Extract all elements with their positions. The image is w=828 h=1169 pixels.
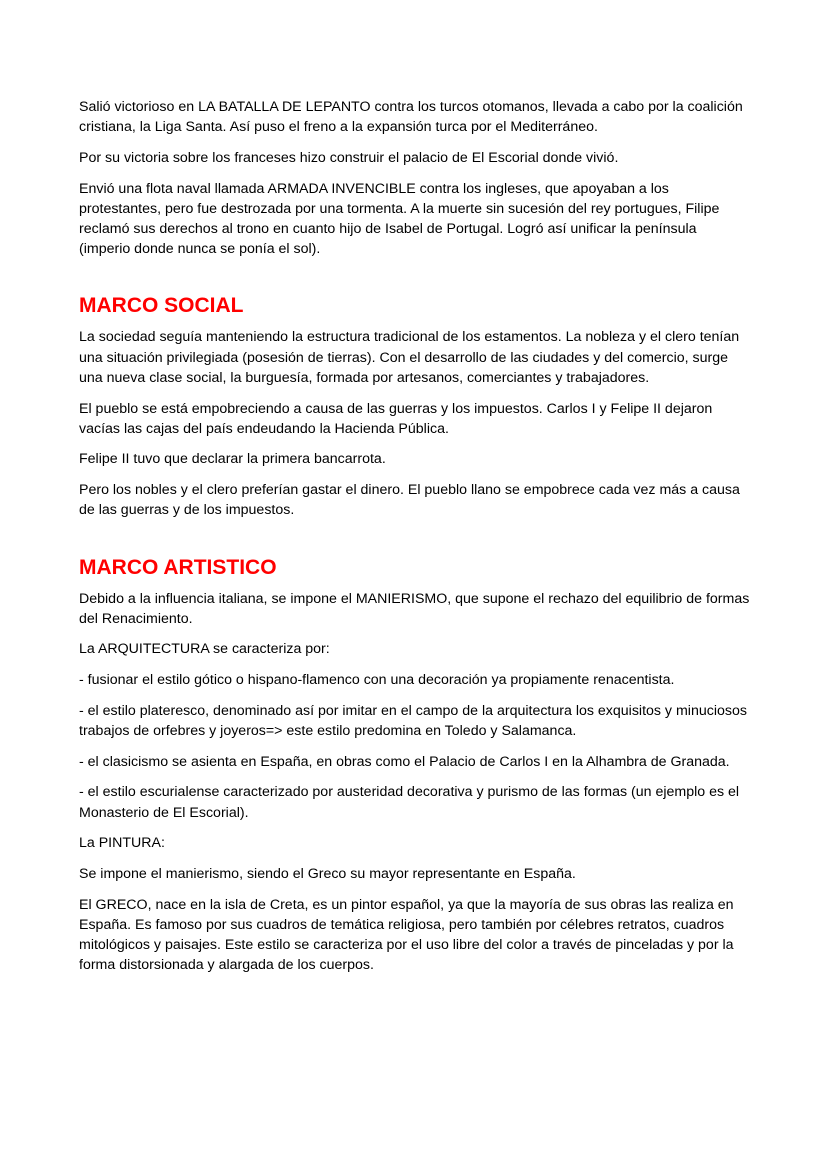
artistic-list-item-plateresco: - el estilo plateresco, denominado así por imitar en el campo de la arquitectura los exquisitos y minuciosos trabajos de orfebres y joyeros=> este estilo predomina en Toledo y Salamanca. (79, 702, 747, 740)
artistic-list-item-gotico: - fusionar el estilo gótico o hispano-flamenco con una decoración ya propiamente renacentista. (79, 672, 675, 689)
intro-paragraph-lepanto: Salió victorioso en LA BATALLA DE LEPANTO contra los turcos otomanos, llevada a cabo por la coalición cristiana, la Liga Santa. Así puso el freno a la expansión turca por el Mediterráneo. (79, 99, 743, 136)
social-paragraph-estamentos: La sociedad seguía manteniendo la estructura tradicional de los estamentos. La nobleza y el clero tenían una situación privilegiada (posesión de tierras). Con el desarrollo de las ciudades y del comercio, surge una nueva clase social, la burguesía, formada por artesanos, comerciantes y trabajadores. (79, 329, 740, 386)
artistic-paragraph-greco-bio: El GRECO, nace en la isla de Creta, es un pintor español, ya que la mayoría de sus obras las realiza en España. Es famoso por sus cuadros de temática religiosa, pero también por célebres retratos, cuadros mitológicos y paisajes. Este estilo se caracteriza por el uso libre del color a través de pinceladas y por la forma distorsionada y alargada de los cuerpos. (79, 896, 734, 974)
intro-paragraph-escorial: Por su victoria sobre los franceses hizo construir el palacio de El Escorial donde vivió. (79, 149, 619, 166)
intro-paragraph-armada: Envió una flota naval llamada ARMADA INVENCIBLE contra los ingleses, que apoyaban a los protestantes, pero fue destrozada por una tormenta. A la muerte sin sucesión del rey portugues, Filipe reclamó sus derechos al trono en cuanto hijo de Isabel de Portugal. Logró así unificar la península (imperio donde nunca se ponía el sol). (79, 180, 720, 258)
artistic-list-item-escurialense: - el estilo escurialense caracterizado por austeridad decorativa y purismo de las formas (un ejemplo es el Monasterio de El Escorial). (79, 784, 740, 821)
artistic-paragraph-manierismo: Debido a la influencia italiana, se impone el MANIERISMO, que supone el rechazo del equilibrio de formas del Renacimiento. (79, 590, 750, 627)
social-paragraph-pueblo: El pueblo se está empobreciendo a causa de las guerras y los impuestos. Carlos I y Felipe II dejaron vacías las cajas del país endeudando la Hacienda Pública. (79, 400, 713, 437)
document-page (79, 97, 751, 986)
social-paragraph-nobles: Pero los nobles y el clero preferían gastar el dinero. El pueblo llano se empobrece cada vez más a causa de las guerras y de los impuestos. (79, 482, 740, 519)
artistic-paragraph-arquitectura-intro: La ARQUITECTURA se caracteriza por: (79, 641, 330, 658)
artistic-paragraph-pintura-intro: La PINTURA: (79, 835, 165, 852)
artistic-paragraph-greco-representante: Se impone el manierismo, siendo el Greco su mayor representante en España. (79, 866, 576, 883)
artistic-list-item-clasicismo: - el clasicismo se asienta en España, en obras como el Palacio de Carlos I en la Alhambra de Granada. (79, 753, 730, 770)
section-heading-marco-artistico: MARCO ARTISTICO (79, 555, 277, 579)
social-paragraph-bancarrota: Felipe II tuvo que declarar la primera bancarrota. (79, 451, 386, 468)
section-heading-marco-social: MARCO SOCIAL (79, 294, 244, 318)
